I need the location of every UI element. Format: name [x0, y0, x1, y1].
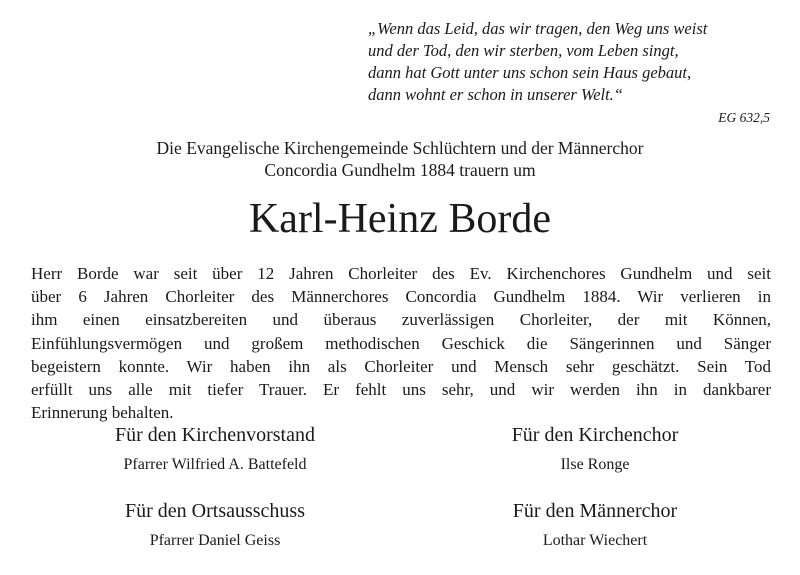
- quote-line: dann hat Gott unter uns schon sein Haus gebaut,: [368, 63, 692, 82]
- body-line: Herr Borde war seit über 12 Jahren Chorleiter des Ev. Kirchenchores Gundhelm und seit: [31, 264, 771, 283]
- signature-person: Ilse Ronge: [560, 456, 630, 473]
- signature-role: Für den Ortsausschuss: [125, 500, 305, 522]
- body-line: erfüllt uns alle mit tiefer Trauer. Er fehlt uns sehr, und wir werden ihn in dankbarer: [31, 380, 771, 400]
- intro-line: Concordia Gundhelm 1884 trauern um: [264, 160, 536, 180]
- body-line: Einfühlungsvermögen und großem methodischen Geschick die Sängerinnen und Sänger: [31, 333, 771, 353]
- signature-person: Pfarrer Daniel Geiss: [149, 532, 281, 549]
- quote-line: dann wohnt er schon in unserer Welt.“: [368, 85, 623, 104]
- body-line: ihm einen einsatzbereiten und überaus zuverlässigen Chorleiter, der mit Können,: [31, 310, 771, 330]
- deceased-name: Karl-Heinz Borde: [248, 196, 552, 242]
- signature-role: Für den Kirchenvorstand: [115, 424, 315, 446]
- epigraph-quote: [368, 18, 788, 106]
- signature-person: Pfarrer Wilfried A. Battefeld: [123, 456, 307, 473]
- intro-text: [0, 137, 800, 181]
- quote-source: EG 632,5: [718, 110, 770, 125]
- signature-role: Für den Kirchenchor: [511, 424, 679, 446]
- signature-person: Lothar Wiechert: [542, 532, 648, 549]
- quote-line: und der Tod, den wir sterben, vom Leben singt,: [368, 41, 679, 60]
- signature-block-church-council: [50, 422, 380, 475]
- signature-role: Für den Männerchor: [512, 500, 678, 522]
- body-line: begeistern konnte. Wir haben ihn als Chorleiter und Mensch sehr geschätzt. Sein Tod: [31, 356, 771, 376]
- body-line: Erinnerung behalten.: [31, 403, 174, 423]
- signature-block-church-choir: [430, 422, 760, 475]
- quote-line: „Wenn das Leid, das wir tragen, den Weg uns weist: [368, 19, 708, 38]
- signature-block-local-committee: [50, 498, 380, 551]
- signature-block-male-choir: [430, 498, 760, 551]
- body-line: über 6 Jahren Chorleiter des Männerchores Concordia Gundhelm 1884. Wir verlieren in: [31, 287, 771, 307]
- intro-line: Die Evangelische Kirchengemeinde Schlüchtern und der Männerchor: [156, 138, 644, 158]
- obituary-body: [31, 262, 771, 424]
